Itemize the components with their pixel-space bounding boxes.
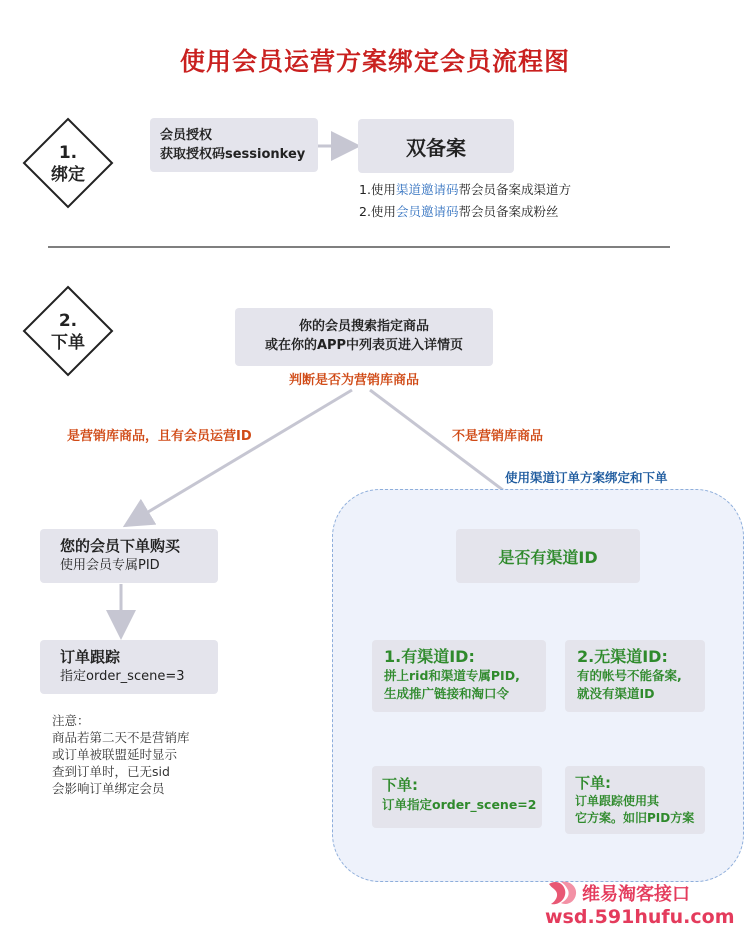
order-right-box (565, 766, 705, 834)
step1-text: 绑定 (51, 165, 85, 185)
dual-record-text: 双备案 (406, 135, 466, 160)
has-channel-id-box (372, 640, 546, 712)
member-order-line1: 您的会员下单购买 (60, 537, 181, 555)
member-order-box (40, 529, 218, 583)
step1-label (38, 142, 98, 186)
step2-number: 2. (58, 311, 78, 331)
auth-line2: 获取授权码sessionkey (160, 147, 306, 162)
dual-record-box (358, 119, 514, 173)
arrow-to-member-order (128, 390, 352, 524)
note-line: 会影响订单绑定会员 (52, 781, 165, 796)
order-note (52, 712, 190, 797)
dual-note-2: 2.使用会员邀请码帮会员备案成粉丝 (359, 204, 559, 219)
order-track-line2: 指定order_scene=3 (60, 669, 185, 684)
auth-box (150, 118, 318, 172)
page-title: 使用会员运营方案绑定会员流程图 (179, 47, 570, 76)
step1-number: 1. (58, 143, 78, 163)
left-branch-label: 是营销库商品，且有会员运营ID (67, 429, 252, 444)
member-order-line2: 使用会员专属PID (60, 558, 160, 573)
order-right-line3: 它方案。如旧PID方案 (575, 811, 695, 825)
search-box (235, 308, 493, 366)
channel-id-check-text: 是否有渠道ID (498, 547, 598, 567)
no-channel-id-box (565, 640, 705, 712)
brand-logo-icon (545, 878, 579, 908)
channel-id-check-box (456, 529, 640, 583)
search-line2: 或在你的APP中列表页进入详情页 (264, 338, 464, 353)
no-id-line3: 就没有渠道ID (577, 686, 655, 701)
right-branch-label: 不是营销库商品 (452, 429, 544, 444)
order-right-line1: 下单: (575, 774, 611, 792)
judge-label: 判断是否为营销库商品 (289, 373, 420, 388)
note-line: 或订单被联盟延时显示 (52, 747, 178, 762)
step2-label (38, 310, 98, 354)
dual-note-1: 1.使用渠道邀请码帮会员备案成渠道方 (359, 182, 571, 197)
has-id-line3: 生成推广链接和淘口令 (384, 686, 510, 701)
note-line: 商品若第二天不是营销库 (52, 730, 190, 745)
order-right-line2: 订单跟踪使用其 (575, 794, 660, 808)
order-left-line1: 下单: (382, 776, 418, 794)
order-left-line2: 订单指定order_scene=2 (382, 797, 537, 812)
order-left-box (372, 766, 542, 828)
no-id-line2: 有的帐号不能备案, (577, 668, 682, 683)
no-id-line1: 2.无渠道ID: (577, 647, 668, 666)
dual-record-notes (359, 179, 571, 223)
note-line: 查到订单时，已无sid (52, 764, 170, 779)
auth-line1: 会员授权 (160, 128, 213, 143)
watermark-brand: 维易淘客接口 (582, 884, 690, 905)
has-id-line1: 1.有渠道ID: (384, 647, 475, 666)
note-line: 注意： (52, 713, 90, 728)
order-track-line1: 订单跟踪 (60, 648, 121, 666)
search-line1: 你的会员搜索指定商品 (298, 319, 429, 334)
cluster-label: 使用渠道订单方案绑定和下单 (505, 470, 668, 485)
watermark-url: wsd.591hufu.com (545, 906, 735, 928)
has-id-line2: 拼上rid和渠道专属PID, (384, 668, 520, 683)
order-track-box (40, 640, 218, 694)
step2-text: 下单 (51, 333, 85, 353)
